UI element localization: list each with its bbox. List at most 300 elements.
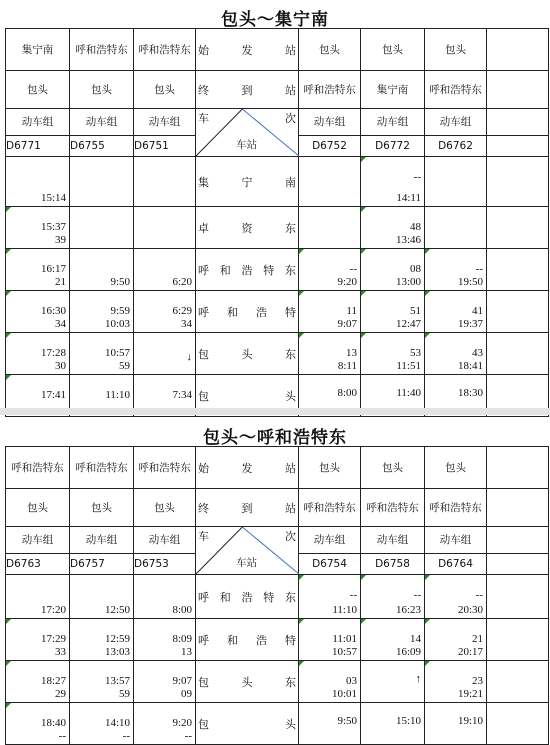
station-char: 站 [285,461,296,475]
station-char: 东 [285,590,296,604]
station-name [196,174,298,190]
station-name [196,346,298,362]
timetable-row [6,575,549,619]
station-char: 浩 [256,305,267,319]
time-top: 12:59 [104,633,130,645]
time-bottom: 12:50 [104,604,130,616]
time-cell [361,661,425,703]
train-start-cell: 包头 [361,447,425,489]
time-cell [425,157,487,207]
train-start-cell: 包头 [425,29,487,71]
train-no-cell: D6771 [6,135,70,156]
time-top: ↑ [415,673,421,685]
comment-marker [6,703,11,708]
empty-cell [487,619,549,661]
train-no-cell: D6752 [299,135,361,156]
time-cell [299,333,361,375]
time-bottom: 10:03 [104,318,130,330]
empty-cell [487,553,549,574]
time-bottom: 09 [181,688,192,700]
station-char: 站 [285,43,296,57]
time-bottom: 16:23 [395,604,421,616]
time-top: 9:59 [110,305,130,317]
time-top: 8:00 [337,387,357,399]
station-cell [196,575,299,619]
station-char: 集 [198,175,209,189]
time-top: 16:30 [40,305,66,317]
station-char: 特 [263,590,275,604]
time-top: 23 [472,675,483,687]
time-cell [134,157,196,207]
train-type-cell: 动车组 [134,527,196,554]
time-bottom: 9:07 [337,318,357,330]
time-cell [425,249,487,291]
station-char: 头 [285,717,296,731]
time-cell [6,291,70,333]
station-name [196,716,298,732]
time-bottom: 8:00 [172,604,192,616]
time-cell [299,291,361,333]
time-cell [70,661,134,703]
station-name [196,460,298,476]
time-top: 17:29 [40,633,66,645]
time-bottom: 59 [119,360,130,372]
train-no-cell: D6758 [361,553,425,574]
time-top: ↓ [186,351,192,363]
comment-marker [6,619,11,624]
train-end-cell: 集宁南 [361,71,425,109]
time-bottom: -- [58,730,66,742]
time-bottom: -- [122,730,130,742]
start-station-label [196,447,299,489]
station-name [196,304,298,320]
time-top: 41 [472,305,483,317]
time-bottom: 9:20 [337,276,357,288]
type-label-left: 车 [198,112,209,125]
time-top: 18:30 [457,387,483,399]
empty-cell [487,703,549,745]
station-char: 呼 [198,263,209,277]
station-name [196,674,298,690]
time-cell [134,619,196,661]
station-char: 发 [241,43,253,57]
time-top: 13:57 [104,675,130,687]
station-char: 特 [285,633,296,647]
station-name [196,388,298,404]
time-bottom: 34 [181,318,192,330]
station-char: 始 [198,461,209,475]
station-char: 东 [285,263,296,277]
time-cell [425,703,487,745]
time-top: 10:57 [104,347,130,359]
train-no-cell: D6764 [425,553,487,574]
train-end-cell: 呼和浩特东 [425,489,487,527]
time-bottom: 20:30 [457,604,483,616]
time-top: -- [475,263,483,275]
station-char: 南 [285,175,296,189]
time-cell [361,157,425,207]
time-top: 18:27 [40,675,66,687]
time-cell [134,207,196,249]
time-bottom: 21 [55,276,66,288]
train-type-cell: 动车组 [6,527,70,554]
empty-cell [487,575,549,619]
train-no-cell: D6763 [6,553,70,574]
comment-marker [361,575,366,580]
comment-marker [6,291,11,296]
time-cell [425,661,487,703]
empty-cell [487,207,549,249]
time-bottom: 33 [55,646,66,658]
station-name [196,262,298,278]
time-bottom: 34 [55,318,66,330]
time-top: 14:10 [104,717,130,729]
train-start-cell: 呼和浩特东 [70,29,134,71]
comment-marker [361,249,366,254]
train-type-cell: 动车组 [425,109,487,136]
station-char: 和 [227,633,238,647]
timetable-row [6,619,549,661]
empty-cell [487,249,549,291]
time-cell [299,157,361,207]
time-cell [425,291,487,333]
time-top: -- [349,263,357,275]
train-start-cell: 包头 [425,447,487,489]
station-char: 包 [198,675,209,689]
train-type-cell: 动车组 [134,109,196,136]
time-bottom: 19:50 [457,276,483,288]
time-top: 21 [472,633,483,645]
time-cell [6,157,70,207]
station-cell [196,333,299,375]
section-divider [0,408,550,415]
time-bottom: 17:20 [40,604,66,616]
comment-marker [6,207,11,212]
train-end-cell: 包头 [70,71,134,109]
comment-marker [299,661,304,666]
station-header-label: 车站 [236,139,257,151]
time-cell [361,207,425,249]
time-cell [299,619,361,661]
station-char: 呼 [198,305,209,319]
comment-marker [361,619,366,624]
empty-cell [487,527,549,554]
time-top: 48 [410,221,421,233]
time-bottom: 13 [181,646,192,658]
time-cell [70,249,134,291]
train-start-cell: 包头 [299,29,361,71]
time-top: 13 [346,347,357,359]
time-top: 18:40 [40,717,66,729]
comment-marker [425,249,430,254]
train-type-cell: 动车组 [70,109,134,136]
time-cell [134,575,196,619]
time-cell [361,575,425,619]
station-char: 头 [241,347,253,361]
train-type-cell: 动车组 [361,527,425,554]
train-number-station-header [196,109,299,157]
time-cell [70,575,134,619]
time-cell [70,157,134,207]
time-cell [6,661,70,703]
train-type-cell: 动车组 [299,109,361,136]
train-start-cell: 呼和浩特东 [134,29,196,71]
train-type-cell: 动车组 [425,527,487,554]
time-top: 6:29 [172,305,192,317]
time-top: 11:01 [332,633,357,645]
train-start-cell: 呼和浩特东 [70,447,134,489]
train-start-cell: 包头 [299,447,361,489]
time-top: 11:40 [396,387,421,399]
comment-marker [299,291,304,296]
time-cell [425,619,487,661]
time-top: 9:20 [172,717,192,729]
time-cell [70,207,134,249]
station-char: 到 [241,83,253,97]
time-top: 15:37 [40,221,66,233]
station-char: 站 [285,501,296,515]
time-top: 17:28 [40,347,66,359]
time-cell [425,207,487,249]
timetable-row [6,157,549,207]
time-top: 9:07 [172,675,192,687]
timetable-baotou-jiningnan [5,28,549,417]
time-cell [6,249,70,291]
station-name [196,42,298,58]
station-cell [196,703,299,745]
timetable-row [6,249,549,291]
train-no-cell: D6757 [70,553,134,574]
station-name [196,220,298,236]
time-top: 17:41 [40,389,66,401]
end-station-label [196,489,299,527]
timetable-row [6,661,549,703]
station-char: 和 [219,263,231,277]
empty-cell [487,661,549,703]
comment-marker [6,333,11,338]
station-char: 终 [198,83,209,97]
time-bottom: -- [184,730,192,742]
station-name [196,82,298,98]
train-end-cell: 呼和浩特东 [299,489,361,527]
time-cell [425,575,487,619]
empty-cell [487,135,549,156]
station-cell [196,157,299,207]
station-char: 呼 [198,590,209,604]
timetable-baotou-huhehaotedong [5,446,549,745]
comment-marker [361,291,366,296]
time-bottom: 13:03 [104,646,130,658]
station-char: 和 [227,305,238,319]
time-top: 08 [410,263,421,275]
station-char: 终 [198,501,209,515]
time-bottom: 15:14 [40,192,66,204]
time-bottom: 16:09 [395,646,421,658]
section1-title: 包头～集宁南 [221,10,329,30]
section2-title: 包头～呼和浩特东 [203,428,347,448]
station-char: 和 [219,590,231,604]
time-cell [134,291,196,333]
time-cell [425,333,487,375]
station-char: 东 [285,675,296,689]
time-top: 51 [410,305,421,317]
time-top: 11 [346,305,357,317]
station-char: 浩 [241,590,253,604]
station-header-label: 车站 [236,557,257,569]
time-cell [6,575,70,619]
station-cell [196,291,299,333]
train-end-cell: 呼和浩特东 [361,489,425,527]
station-char: 包 [198,389,209,403]
station-char: 头 [285,389,296,403]
time-bottom: 19:21 [457,688,483,700]
time-cell [70,703,134,745]
comment-marker [425,575,430,580]
empty-cell [487,333,549,375]
train-start-cell: 集宁南 [6,29,70,71]
train-end-cell: 包头 [70,489,134,527]
time-bottom: 59 [119,688,130,700]
time-bottom: 13:46 [395,234,421,246]
train-end-cell: 呼和浩特东 [425,71,487,109]
train-type-cell: 动车组 [70,527,134,554]
time-cell [361,619,425,661]
comment-marker [299,575,304,580]
time-bottom: 13:00 [395,276,421,288]
time-top: 11:10 [105,389,130,401]
train-end-cell: 包头 [134,71,196,109]
time-top: 43 [472,347,483,359]
train-no-cell: D6762 [425,135,487,156]
time-top: 7:34 [172,389,192,401]
time-cell [6,619,70,661]
station-char: 始 [198,43,209,57]
comment-marker [6,661,11,666]
time-cell [134,661,196,703]
time-top: 9:50 [337,715,357,727]
train-end-cell: 包头 [6,489,70,527]
time-cell [6,207,70,249]
time-top: 14 [410,633,421,645]
time-top: 53 [410,347,421,359]
station-cell [196,249,299,291]
time-cell [299,703,361,745]
comment-marker [299,333,304,338]
time-cell [70,291,134,333]
time-top: 8:09 [172,633,192,645]
time-top: -- [475,589,483,601]
empty-cell [487,109,549,136]
train-end-cell: 呼和浩特东 [299,71,361,109]
empty-cell [487,447,549,489]
comment-marker [6,375,11,380]
time-cell [70,333,134,375]
train-no-cell: D6754 [299,553,361,574]
station-char: 资 [241,221,253,235]
station-name [196,632,298,648]
train-type-cell: 动车组 [6,109,70,136]
time-bottom: 11:10 [332,604,357,616]
time-cell [299,575,361,619]
time-bottom: 9:50 [110,276,130,288]
time-cell [299,207,361,249]
type-label-right: 次 [285,112,296,125]
train-no-cell: D6772 [361,135,425,156]
empty-cell [487,157,549,207]
time-top: 15:10 [395,715,421,727]
time-bottom: 6:20 [172,276,192,288]
time-bottom: 30 [55,360,66,372]
time-top: -- [413,589,421,601]
station-char: 浩 [241,263,253,277]
time-top: 16:17 [40,263,66,275]
time-cell [134,249,196,291]
type-label-right: 次 [285,530,296,543]
station-char: 站 [285,83,296,97]
station-name [196,500,298,516]
time-cell [361,291,425,333]
time-bottom: 11:51 [396,360,421,372]
empty-cell [487,71,549,109]
time-top: -- [349,589,357,601]
station-char: 东 [285,347,296,361]
time-bottom: 18:41 [457,360,483,372]
time-bottom: 19:37 [457,318,483,330]
train-type-cell: 动车组 [361,109,425,136]
time-cell [361,333,425,375]
station-char: 发 [241,461,253,475]
empty-cell [487,291,549,333]
time-bottom: 29 [55,688,66,700]
train-end-cell: 包头 [6,71,70,109]
comment-marker [425,291,430,296]
time-cell [361,703,425,745]
comment-marker [361,207,366,212]
comment-marker [425,333,430,338]
station-char: 特 [263,263,275,277]
timetable-row [6,703,549,745]
timetable-row [6,333,549,375]
time-cell [299,661,361,703]
timetable-row [6,207,549,249]
time-cell [6,703,70,745]
start-station-label [196,29,299,71]
train-no-cell: D6753 [134,553,196,574]
empty-cell [487,489,549,527]
train-start-cell: 呼和浩特东 [134,447,196,489]
comment-marker [361,333,366,338]
station-name [196,589,298,605]
train-start-cell: 呼和浩特东 [6,447,70,489]
station-char: 包 [198,717,209,731]
comment-marker [425,661,430,666]
station-char: 卓 [198,221,209,235]
time-cell [134,703,196,745]
time-bottom: 12:47 [395,318,421,330]
time-bottom: 8:11 [337,360,357,372]
time-cell [134,333,196,375]
comment-marker [6,249,11,254]
train-no-cell: D6751 [134,135,196,156]
station-char: 浩 [256,633,267,647]
time-bottom: 39 [55,234,66,246]
time-bottom: 14:11 [396,192,421,204]
train-type-cell: 动车组 [299,527,361,554]
station-char: 呼 [198,633,209,647]
station-char: 到 [241,501,253,515]
time-top: 19:10 [457,715,483,727]
station-cell [196,619,299,661]
